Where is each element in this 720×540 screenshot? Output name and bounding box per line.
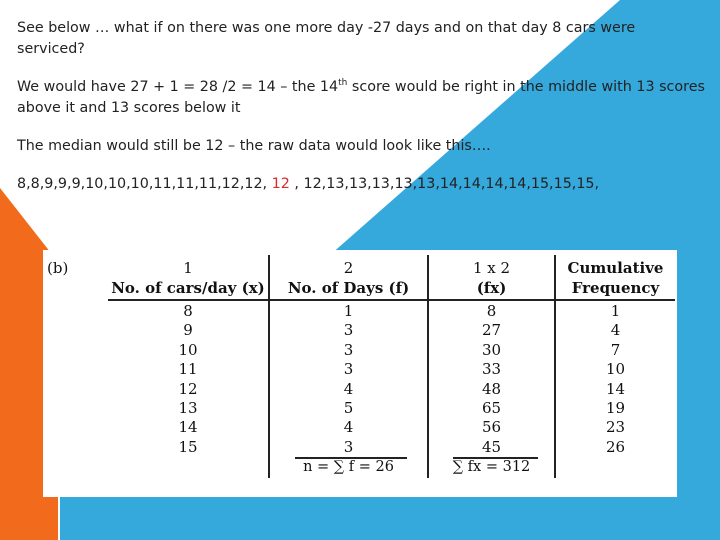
table-cell: 45 [481,437,502,456]
column-title: (fx) [476,279,507,297]
column-number: 2 [343,259,354,277]
raw-data-list [17,174,707,195]
column-number: Cumulative [567,259,664,277]
table-cell: 19 [605,399,626,418]
table-cell: 5 [343,399,354,418]
column-number: 1 [183,259,193,277]
table-cell: 30 [481,340,502,359]
column-days [270,258,427,456]
table-cell: 10 [605,360,626,379]
table-cell: 3 [343,360,354,379]
sum-f-total: n = ∑ f = 26 [303,459,394,475]
table-cell: 7 [610,340,621,359]
table-cell: 11 [178,360,198,379]
table-cell: 8 [183,302,193,320]
column-title: Frequency [571,279,660,297]
table-cell: 48 [481,379,502,398]
table-cell: 9 [183,321,193,340]
table-cell: 4 [610,321,621,340]
column-cars-per-day [108,258,268,456]
column-title: No. of cars/day (x) [111,279,265,297]
table-cell: 12 [178,379,198,398]
column-values [556,302,675,457]
column-number: 1 x 2 [472,259,511,277]
ordinal-suffix: th [338,78,348,89]
column-values [429,302,554,457]
table-cell: 15 [178,437,198,456]
paragraph-question: See below … what if on there was one more day -27 days and on that day 8 cars were serviced? [17,20,636,57]
column-fx [429,258,554,456]
column-title: No. of Days (f) [287,279,410,297]
paragraph-calculation [17,77,707,119]
table-cell: 10 [178,340,198,359]
median-value-highlight: 12 [271,176,290,192]
table-cell: 26 [605,437,626,456]
table-label: (b) [47,259,69,277]
frequency-table [43,250,677,497]
table-cell: 3 [343,321,354,340]
table-cell: 65 [481,399,502,418]
column-values [108,302,268,457]
table-cell: 27 [481,321,502,340]
table-cell: 4 [343,418,354,437]
paragraph-median: The median would still be 12 – the raw data would look like this…. [17,138,491,154]
table-cell: 33 [481,360,502,379]
header-rule [108,299,675,301]
column-values [270,302,427,457]
table-cell: 14 [605,379,626,398]
table-cell: 23 [605,418,626,437]
sum-fx-total: ∑ fx = 312 [452,459,531,475]
table-cell: 13 [178,399,198,418]
column-cumulative-frequency [556,258,675,456]
table-cell: 14 [178,418,198,437]
calculation-text-continued: score would be right in the middle with 13 scores above it and 13 scores below it [17,79,705,116]
table-cell: 4 [343,379,354,398]
table-cell: 8 [486,302,497,320]
table-cell: 1 [610,302,621,320]
slide-text [17,18,707,212]
table-cell: 3 [343,340,354,359]
table-cell: 3 [343,437,354,456]
table-cell: 56 [481,418,502,437]
table-cell: 1 [343,302,354,320]
raw-data-before: 8,8,9,9,9,10,10,10,11,11,11,12,12, [17,176,272,192]
raw-data-after: , 12,13,13,13,13,13,14,14,14,14,15,15,15, [289,176,600,192]
calculation-text: We would have 27 + 1 = 28 /2 = 14 – the 14 [17,79,339,95]
